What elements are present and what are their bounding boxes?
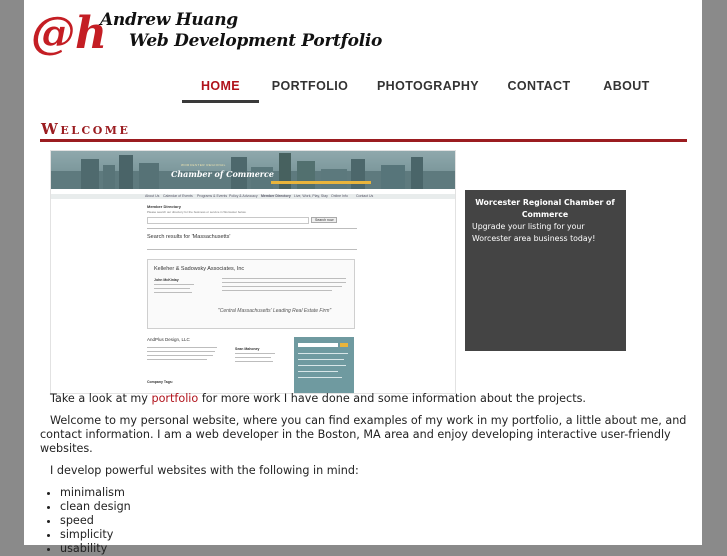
screenshot-text-line (235, 361, 273, 362)
intro-text: for more work I have done and some information about the projects. (198, 392, 586, 405)
nav-photography[interactable]: PHOTOGRAPHY (376, 79, 480, 93)
site-name: Andrew Huang (100, 10, 238, 30)
logo-icon[interactable] (30, 4, 107, 59)
screenshot-second-company: AndPlus Design, LLC (147, 337, 190, 342)
screenshot-text-line (222, 278, 346, 279)
intro-paragraph-welcome: Welcome to my personal website, where you can find examples of my work in my portfolio, a little about me, and contact information. I am a web developer in the Boston, MA area and enjoy developing interactive user-friendly websites. (40, 414, 687, 455)
screenshot-widget-button (340, 343, 348, 347)
screenshot-divider (147, 228, 357, 229)
screenshot-text-line (298, 359, 344, 360)
screenshot-company-tags: Company Tags: (147, 380, 173, 384)
screenshot-header-title: Chamber of Commerce (171, 169, 274, 179)
section-divider (40, 139, 687, 142)
screenshot-text-line (154, 288, 190, 289)
screenshot-nav-item: Policy & Advocacy (229, 194, 258, 198)
screenshot-widget-input (298, 343, 338, 347)
nav-home[interactable]: HOME (182, 78, 259, 103)
intro-paragraph-portfolio (40, 392, 690, 406)
portfolio-link[interactable]: portfolio (151, 392, 199, 405)
caption-body: Upgrade your listing for your Worcester area business today! (472, 222, 596, 243)
screenshot-text-line (235, 353, 275, 354)
screenshot-text-line (298, 365, 346, 366)
main-nav (24, 78, 702, 102)
screenshot-text-line (147, 359, 207, 360)
screenshot-text-line (147, 355, 213, 356)
screenshot-nav-item: Programs & Events (197, 194, 228, 198)
page-container (24, 0, 702, 555)
screenshot-text-line (222, 286, 342, 287)
nav-portfolio[interactable]: PORTFOLIO (271, 79, 349, 93)
main-content (40, 392, 690, 556)
screenshot-text-line (222, 282, 346, 283)
screenshot-nav-item: Live, Work, Play, Stay (294, 194, 328, 198)
screenshot-text-line (298, 371, 338, 372)
screenshot-search-button: Search now (311, 217, 337, 223)
screenshot-nav-item: Online Info (331, 194, 348, 198)
list-item: • minimalism (60, 486, 690, 500)
list-item: • speed (60, 514, 690, 528)
screenshot-nav-item: Contact Us (356, 194, 374, 198)
list-item: • clean design (60, 500, 690, 514)
screenshot-text-line (147, 351, 215, 352)
screenshot-text-line (235, 357, 271, 358)
screenshot-second-contact: Sean Mahoney (235, 347, 260, 351)
screenshot-search-box (147, 217, 309, 224)
screenshot-results-heading: Search results for 'Massachusetts' (147, 234, 231, 240)
screenshot-nav-item: Calendar of Events (163, 194, 193, 198)
screenshot-text-line (298, 377, 342, 378)
screenshot-card-company: Kelleher & Sadowsky Associates, Inc (154, 266, 245, 272)
intro-paragraph-principles: I develop powerful websites with the following in mind: (50, 464, 359, 477)
screenshot-divider (147, 249, 357, 250)
section-title: Welcome (41, 120, 131, 138)
screenshot-text-line (147, 347, 217, 348)
principles-list (40, 486, 690, 556)
list-item: • simplicity (60, 528, 690, 542)
site-logo-text[interactable] (100, 10, 382, 52)
caption-title: Worcester Regional Chamber of Commerce (475, 198, 615, 219)
logo-mark-text: @h (31, 8, 107, 59)
screenshot-text-line (298, 353, 348, 354)
screenshot-directory-note: Please search our directory for the business or service in Worcester below. (147, 210, 247, 214)
nav-about[interactable]: ABOUT (603, 79, 650, 93)
featured-project-caption[interactable] (465, 190, 626, 351)
screenshot-text-line (154, 292, 192, 293)
screenshot-header-small: WORCESTER REGIONAL (181, 163, 226, 167)
site-tagline: Web Development Portfolio (129, 31, 383, 51)
screenshot-header-bar (271, 181, 371, 184)
featured-project-screenshot[interactable] (50, 150, 456, 394)
screenshot-nav-item: Member Directory (261, 194, 291, 198)
screenshot-card-quote: "Central Massachusetts' Leading Real Estate Firm" (218, 308, 332, 314)
screenshot-text-line (222, 290, 332, 291)
nav-contact[interactable]: CONTACT (507, 79, 571, 93)
intro-text: Take a look at my (50, 392, 152, 405)
list-item: • usability (60, 542, 690, 556)
screenshot-card-contact: John McKinlay (154, 278, 179, 282)
screenshot-directory-title: Member Directory (147, 204, 182, 209)
screenshot-nav-item: About Us (145, 194, 160, 198)
screenshot-sidebar-widget (294, 337, 354, 393)
screenshot-listing-card (147, 259, 355, 329)
screenshot-text-line (154, 284, 194, 285)
